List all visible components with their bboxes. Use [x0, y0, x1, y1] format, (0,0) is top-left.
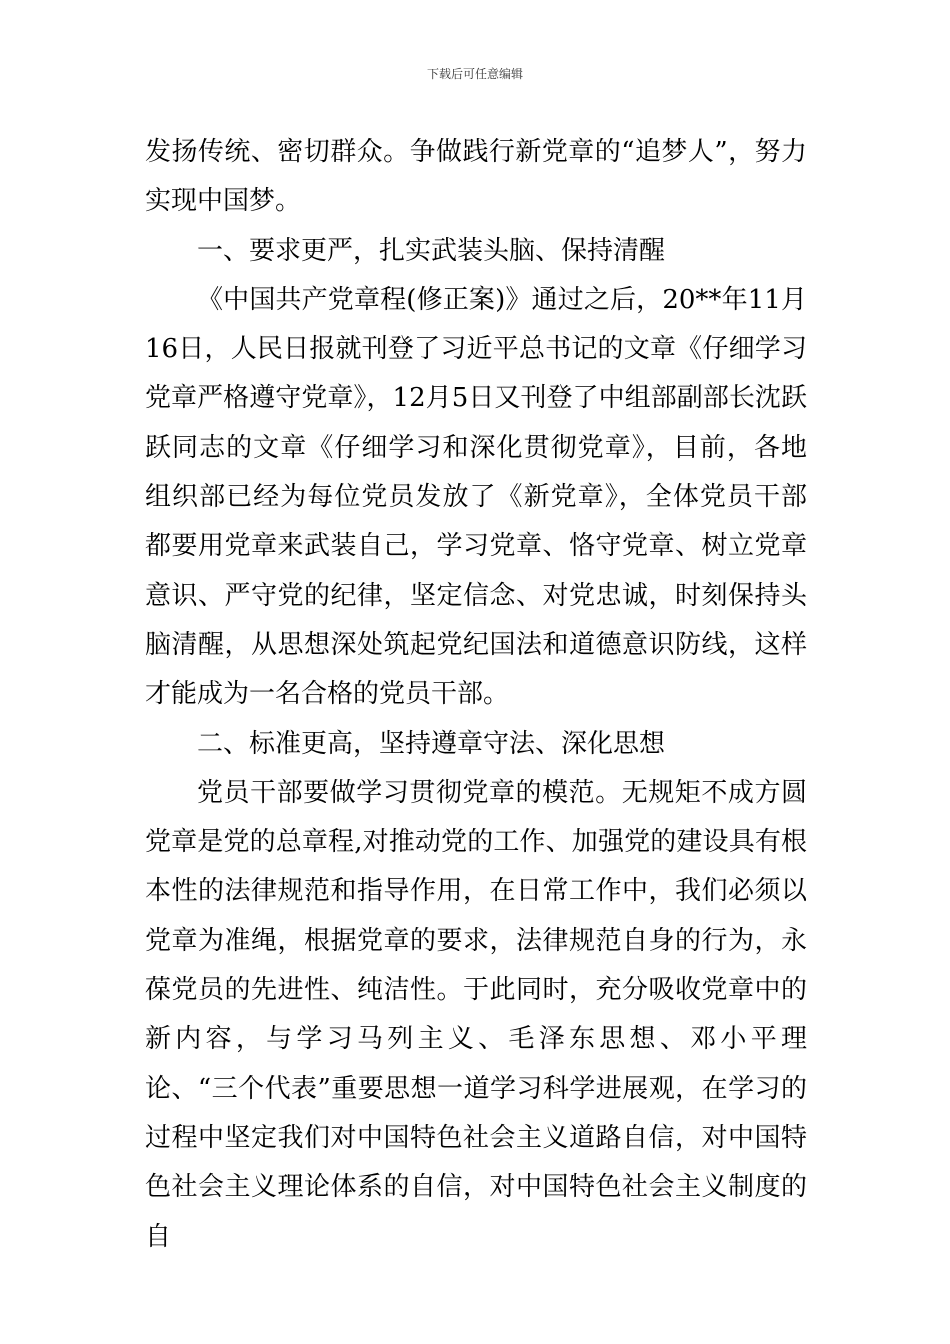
page-header: 下载后可任意编辑	[426, 67, 523, 81]
paragraph-2: 党员干部要做学习贯彻党章的模范。无规矩不成方圆党章是党的总章程,对推动党的工作、加强党的建设具有根本性的法律规范和指导作用，在日常工作中，我们必须以党章为准绳，根据党章的要求，法律规范自身的行为，永葆党员的先进性、纯洁性。于此同时，充分吸收党章中的新内容，与学习马列主义、毛泽东思想、邓小平理论、“三个代表”重要思想一道学习科学进展观，在学习的过程中坚定我们对中国特色社会主义道路自信，对中国特色社会主义理论体系的自信，对中国特色社会主义制度的自	[145, 777, 807, 1252]
section-heading-2: 二、标准更高，坚持遵章守法、深化思想	[197, 728, 666, 759]
paragraph-1: 《中国共产党章程(修正案)》通过之后，20**年11月16日，人民日报就刊登了习近平总书记的文章《仔细学习党章严格遵守党章》，12月5日又刊登了中组部副部长沈跃跃同志的文章《仔细学习和深化贯彻党章》，目前，各地组织部已经为每位党员发放了《新党章》，全体党员干部都要用党章来武装自己，学习党章、恪守党章、树立党章意识、严守党的纪律，坚定信念、对党忠诚，时刻保持头脑清醒，从思想深处筑起党纪国法和道德意识防线，这样才能成为一名合格的党员干部。	[145, 284, 807, 710]
document-body	[145, 128, 807, 1262]
section-heading-1: 一、要求更严，扎实武装头脑、保持清醒	[197, 235, 666, 266]
paragraph-continuation: 发扬传统、密切群众。争做践行新党章的“追梦人”，努力实现中国梦。	[145, 137, 807, 217]
